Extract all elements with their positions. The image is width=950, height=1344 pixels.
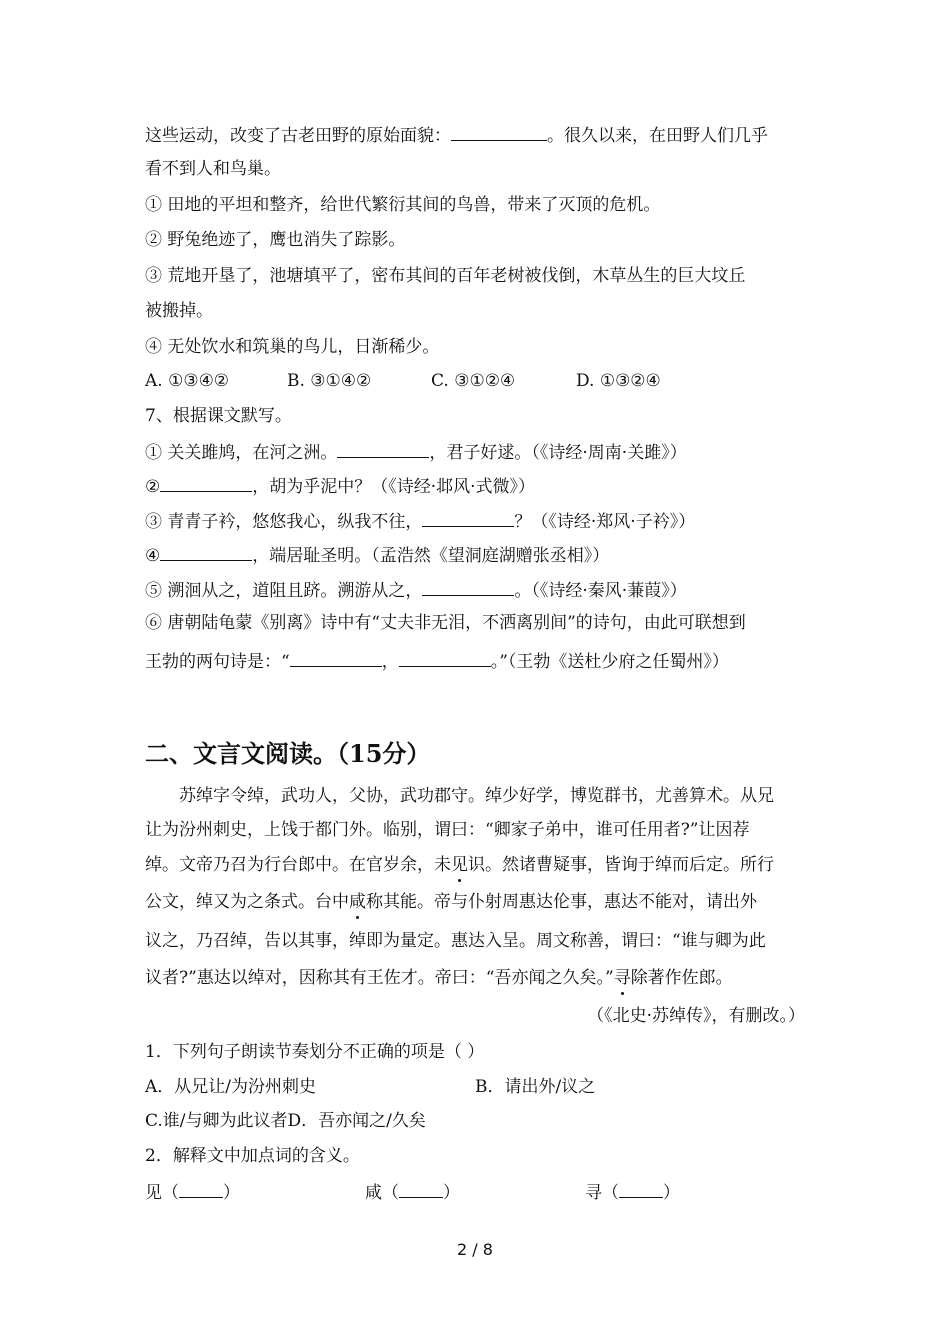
sentence-3b: 被搬掉。 <box>145 301 213 321</box>
option-b[interactable]: B. ③①④② <box>287 371 372 391</box>
answer-blank[interactable] <box>399 648 491 667</box>
q7-item-6b <box>145 648 815 674</box>
classical-line-1: 苏绰字令绰，武功人，父协，武功郡守。绰少好学，博览群书，尤善算术。从兄 <box>179 786 774 806</box>
text: ， <box>381 652 399 672</box>
answer-blank[interactable] <box>179 1179 223 1198</box>
text: ，胡为乎泥中？（《诗经·邶风·式微》） <box>252 477 536 497</box>
answer-blank[interactable] <box>290 648 382 667</box>
options-row <box>145 369 815 393</box>
sentence-1: ① 田地的平坦和整齐，给世代繁衍其间的鸟兽，带来了灭顶的危机。 <box>145 195 661 215</box>
source-citation: （《北史·苏绰传》，有删改。） <box>587 1006 805 1026</box>
classical-line-5: 议之，乃召绰，告以其事，绰即为量定。惠达入呈。周文称善，谓曰：“谁与卿为此 <box>145 931 766 951</box>
text: ） <box>663 1183 680 1203</box>
text: ② <box>145 477 161 497</box>
text: 咸（ <box>365 1183 399 1203</box>
text: ） <box>443 1183 460 1203</box>
q7-item-5 <box>145 577 815 603</box>
answer-blank[interactable] <box>160 473 252 492</box>
passage-line-2: 看不到人和鸟巢。 <box>145 159 281 179</box>
dotted-word: 见 <box>451 855 468 875</box>
text: ⑤ 溯洄从之，道阻且跻。溯游从之， <box>145 581 423 601</box>
text: ，端居耻圣明。（孟浩然《望洞庭湖赠张丞相》） <box>252 546 610 566</box>
text: ，君子好逑。（《诗经·周南·关雎》） <box>429 443 687 463</box>
q1-options-ab <box>145 1075 815 1099</box>
text: 议者?”惠达以绰对，因称其有王佐才。帝曰：“吾亦闻之久矣。” <box>145 968 614 988</box>
option-d[interactable]: D. ①③②④ <box>576 371 661 391</box>
q7-item-1 <box>145 439 815 465</box>
text: 。很久以来，在田野人们几乎 <box>547 126 768 146</box>
answer-blank[interactable] <box>160 542 252 561</box>
text: 识。然诸曹疑事，皆询于绰而后定。所行 <box>468 855 774 875</box>
q1-text: 1．下列句子朗读节奏划分不正确的项是（ ） <box>145 1042 485 1062</box>
answer-blank[interactable] <box>337 439 429 458</box>
q2-text: 2．解释文中加点词的含义。 <box>145 1146 360 1166</box>
dotted-word: 咸 <box>349 892 366 912</box>
text: ④ <box>145 546 161 566</box>
q1-option-a[interactable]: A．从兄让/为汾州刺史 <box>145 1077 317 1097</box>
classical-line-4 <box>145 890 815 914</box>
text: 公文，绰又为之条式。台中 <box>145 892 349 912</box>
text: ① 关关雎鸠，在河之洲。 <box>145 443 338 463</box>
q7-item-6a: ⑥ 唐朝陆龟蒙《别离》诗中有“丈夫非无泪，不洒离别间”的诗句，由此可联想到 <box>145 613 746 633</box>
word-xian <box>365 1179 585 1205</box>
text: 寻（ <box>585 1183 619 1203</box>
text: 除著作佐郎。 <box>630 968 733 988</box>
sentence-4: ④ 无处饮水和筑巢的鸟儿，日渐稀少。 <box>145 337 440 357</box>
option-a[interactable]: A. ①③④② <box>145 371 230 391</box>
passage-line-1 <box>145 122 815 148</box>
word-jian <box>145 1179 365 1205</box>
q1-options-cd[interactable]: C.谁/与卿为此议者D．吾亦闻之/久矣 <box>145 1111 426 1131</box>
q7-item-3 <box>145 508 815 534</box>
text: ？（《诗经·郑风·子衿》） <box>514 512 696 532</box>
answer-blank[interactable] <box>451 122 547 141</box>
section-title: 二、文言文阅读。（15分） <box>145 739 431 768</box>
text: 。”（王勃《送杜少府之任蜀州》） <box>490 652 729 672</box>
answer-blank[interactable] <box>619 1179 663 1198</box>
classical-line-3 <box>145 853 815 877</box>
q1-option-b[interactable]: B．请出外/议之 <box>475 1077 596 1097</box>
text: 绰。文帝乃召为行台郎中。在官岁余，未 <box>145 855 451 875</box>
answer-blank[interactable] <box>422 508 514 527</box>
word-xun <box>585 1179 680 1205</box>
answer-blank[interactable] <box>422 577 514 596</box>
classical-line-2: 让为汾州刺史，上饯于都门外。临别，谓曰：“卿家子弟中，谁可任用者?”让因荐 <box>145 820 750 840</box>
q7-item-2 <box>145 473 815 499</box>
sentence-3a: ③ 荒地开垦了，池塘填平了，密布其间的百年老树被伐倒，木草丛生的巨大坟丘 <box>145 266 746 286</box>
page-number: 2 / 8 <box>457 1240 493 1259</box>
q7-title: 7、根据课文默写。 <box>145 406 292 426</box>
dotted-word: 寻 <box>613 968 631 988</box>
classical-line-6 <box>145 966 815 990</box>
answer-blank[interactable] <box>399 1179 443 1198</box>
q2-word-row <box>145 1179 815 1205</box>
text: ） <box>223 1183 240 1203</box>
text: 称其能。帝与仆射周惠达伦事，惠达不能对，请出外 <box>366 892 757 912</box>
sentence-2: ② 野兔绝迹了，鹰也消失了踪影。 <box>145 230 406 250</box>
q7-item-4 <box>145 542 815 568</box>
option-c[interactable]: C. ③①②④ <box>431 371 516 391</box>
text: 见（ <box>145 1183 179 1203</box>
text: 王勃的两句诗是：“ <box>145 652 290 672</box>
text: 。（《诗经·秦风·蒹葭》） <box>514 581 687 601</box>
text: 这些运动，改变了古老田野的原始面貌： <box>145 126 451 146</box>
text: ③ 青青子衿，悠悠我心，纵我不往， <box>145 512 423 532</box>
